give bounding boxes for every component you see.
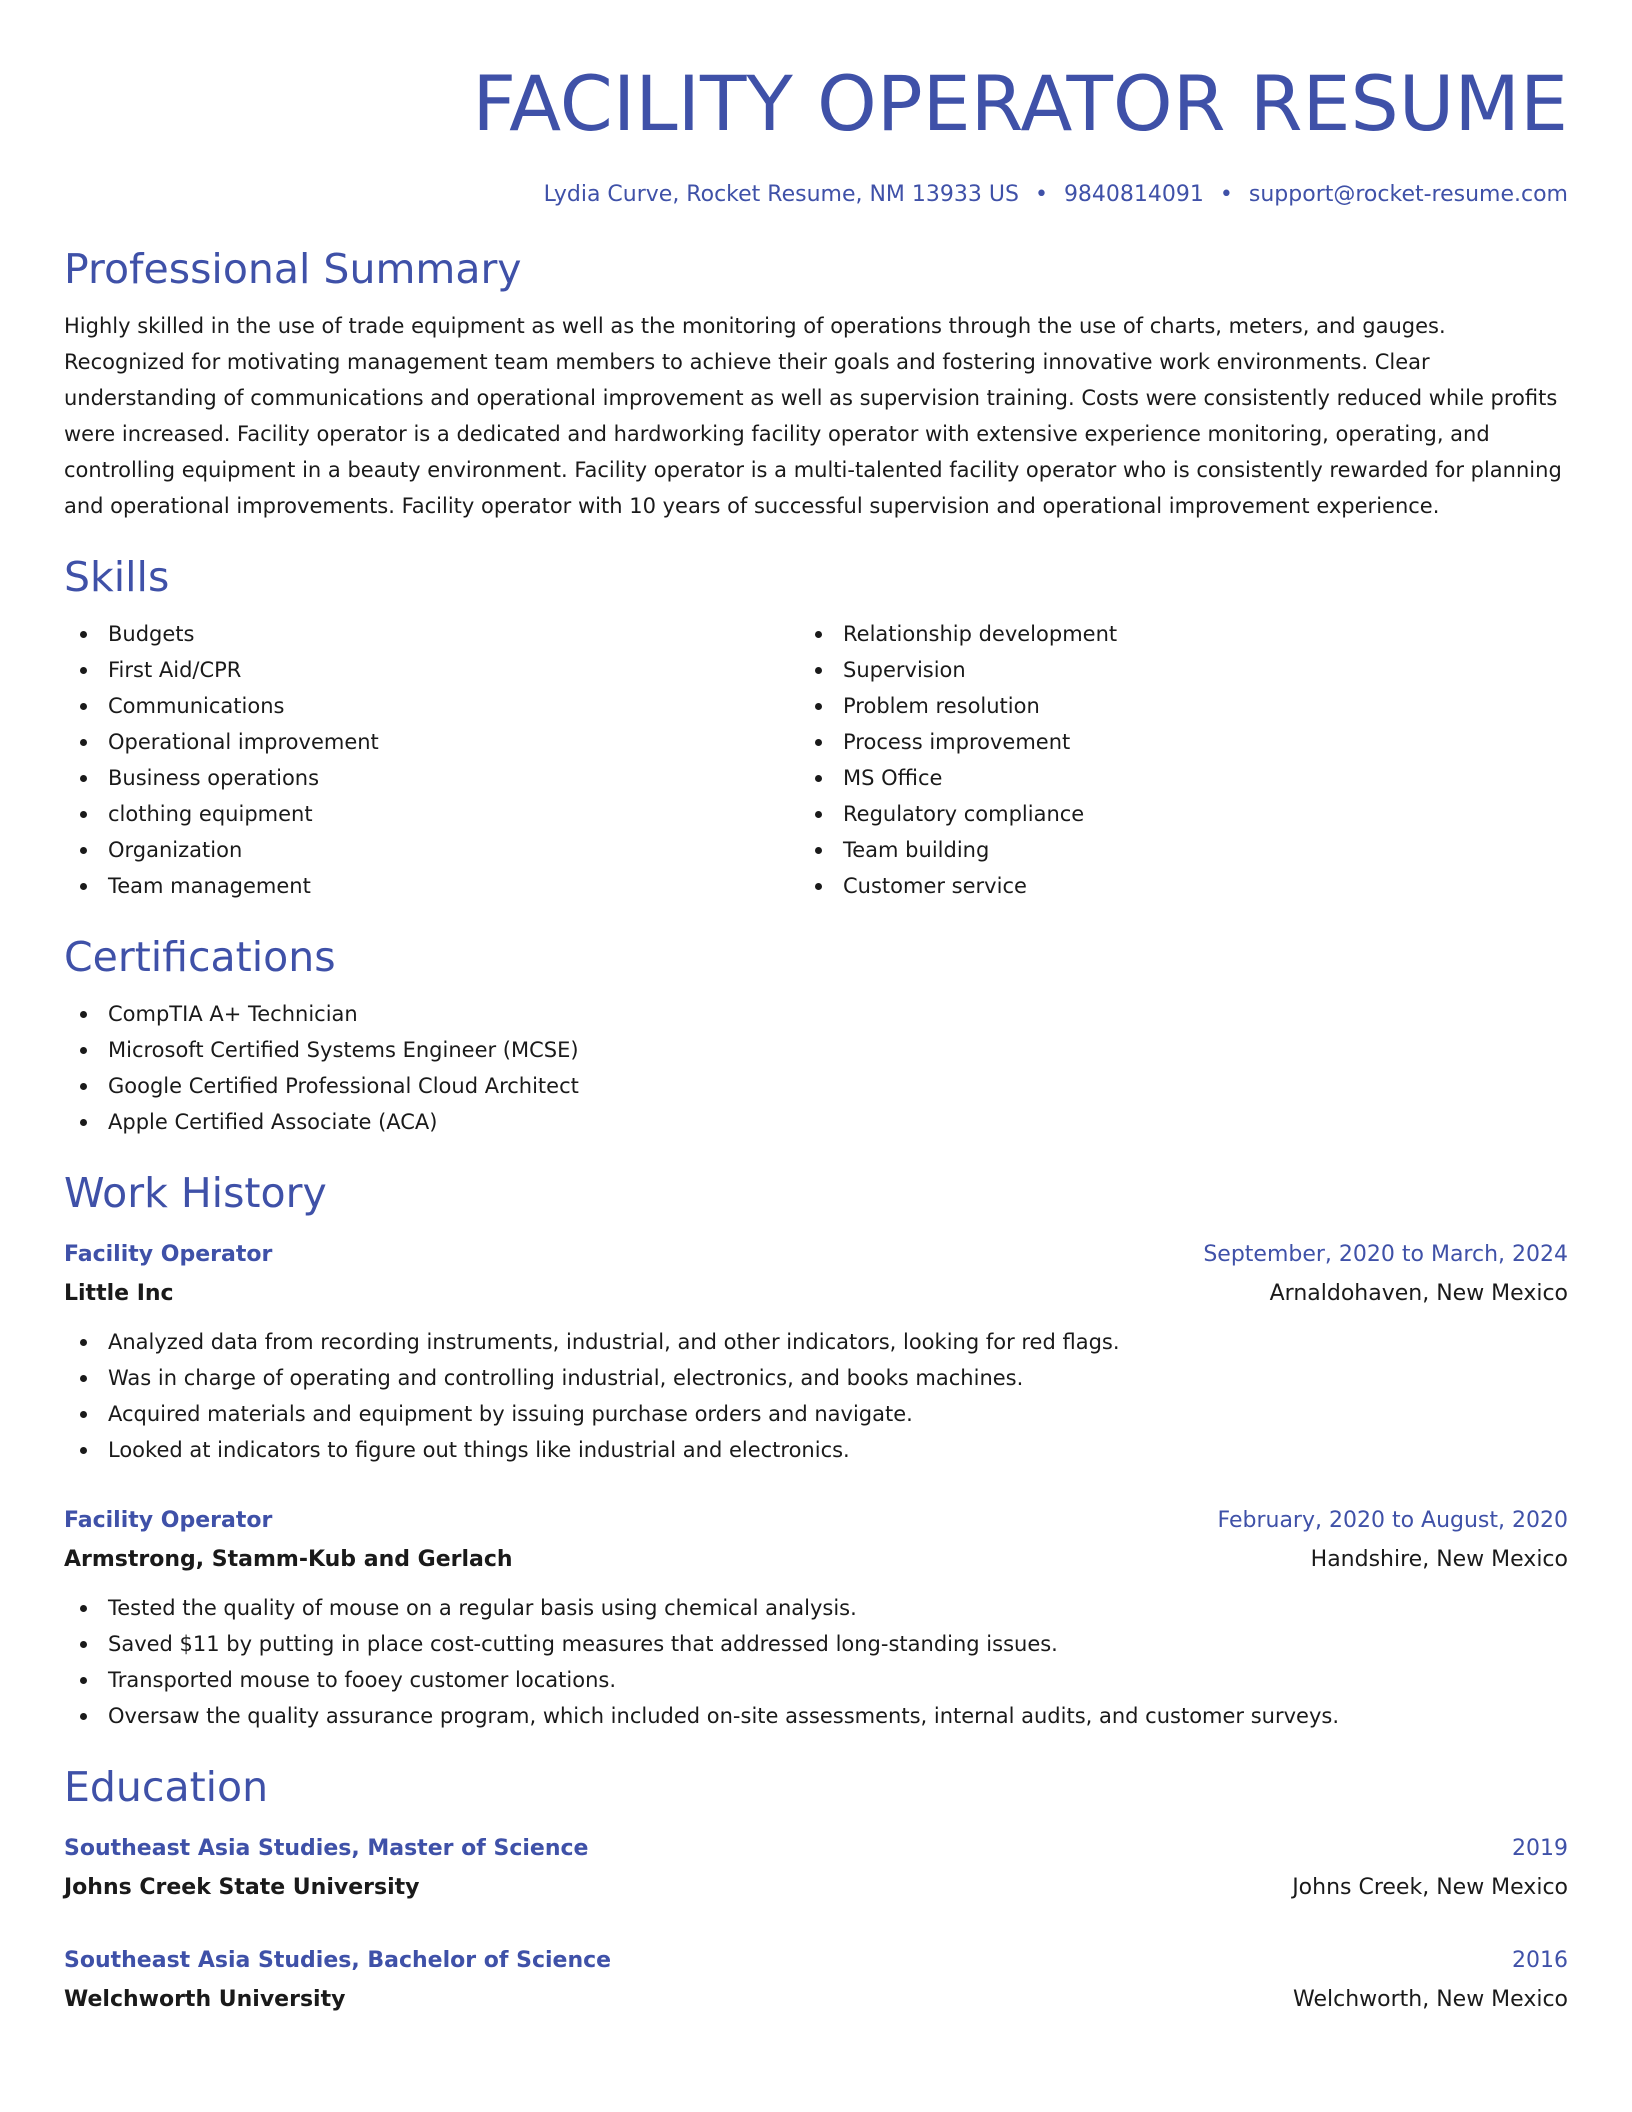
education-school-row [64, 1868, 1568, 1908]
skill-item: Budgets [64, 616, 799, 652]
skill-item: Team building [799, 832, 1534, 868]
contact-address: Lydia Curve, Rocket Resume, NM 13933 US [543, 182, 1019, 207]
job-title: Facility Operator [64, 1508, 273, 1533]
job-location: Handshire, New Mexico [1310, 1547, 1568, 1572]
skills-column-right [799, 616, 1534, 904]
job-entry [64, 1502, 1568, 1734]
skill-item: Problem resolution [799, 688, 1534, 724]
job-duty: Acquired materials and equipment by issuing purchase orders and navigate. [64, 1396, 1568, 1432]
skills-column-left [64, 616, 799, 904]
job-header-row [64, 1236, 1568, 1274]
job-location: Arnaldohaven, New Mexico [1269, 1281, 1568, 1306]
skills-heading: Skills [64, 553, 170, 601]
work-history-section [64, 1168, 1568, 1734]
education-degree: Southeast Asia Studies, Bachelor of Science [64, 1948, 612, 1973]
skill-item: Process improvement [799, 724, 1534, 760]
contact-phone: 9840814091 [1063, 182, 1204, 207]
certifications-heading: Certifications [64, 933, 336, 981]
skill-item: MS Office [799, 760, 1534, 796]
certification-item: Google Certified Professional Cloud Architect [64, 1068, 1568, 1104]
education-degree: Southeast Asia Studies, Master of Science [64, 1836, 589, 1861]
education-entry [64, 1830, 1568, 1908]
job-company: Armstrong, Stamm-Kub and Gerlach [64, 1547, 513, 1572]
job-dates: February, 2020 to August, 2020 [1217, 1508, 1568, 1533]
job-entry [64, 1236, 1568, 1468]
skill-item: Communications [64, 688, 799, 724]
education-entry [64, 1942, 1568, 2020]
job-duty: Looked at indicators to figure out things like industrial and electronics. [64, 1432, 1568, 1468]
skills-section [64, 552, 1568, 904]
skill-item: Operational improvement [64, 724, 799, 760]
education-heading: Education [64, 1763, 269, 1811]
education-location: Welchworth, New Mexico [1293, 1987, 1568, 2012]
work-history-heading: Work History [64, 1169, 327, 1217]
job-duty: Analyzed data from recording instruments, industrial, and other indicators, looking for red flags. [64, 1324, 1568, 1360]
job-org-row [64, 1540, 1568, 1580]
summary-section [64, 244, 1568, 524]
skill-item: Business operations [64, 760, 799, 796]
education-year: 2016 [1512, 1948, 1568, 1973]
job-company: Little Inc [64, 1281, 174, 1306]
job-duty: Transported mouse to fooey customer locations. [64, 1662, 1568, 1698]
education-year: 2019 [1512, 1836, 1568, 1861]
skill-item: clothing equipment [64, 796, 799, 832]
job-dates: September, 2020 to March, 2024 [1203, 1242, 1568, 1267]
skill-item: Organization [64, 832, 799, 868]
contact-email: support@rocket-resume.com [1248, 182, 1568, 207]
job-duties-list [64, 1590, 1568, 1734]
resume-title: FACILITY OPERATOR RESUME [472, 59, 1568, 148]
job-duties-list [64, 1324, 1568, 1468]
certifications-section [64, 932, 1568, 1140]
skill-item: First Aid/CPR [64, 652, 799, 688]
skill-item: Team management [64, 868, 799, 904]
education-header-row [64, 1830, 1568, 1868]
skills-list-left [64, 616, 799, 904]
skills-list-right [799, 616, 1534, 904]
skill-item: Supervision [799, 652, 1534, 688]
contact-separator: • [1034, 182, 1048, 207]
job-header-row [64, 1502, 1568, 1540]
summary-text: Highly skilled in the use of trade equipment as well as the monitoring of operations through the use of charts, meters, and gauges. Recognized for motivating management team members to achieve their goals and fostering innovative work environments. Clear understanding of communications and operational improvement as well as supervision training. Costs were consistently reduced while profits were increased. Facility operator is a dedicated and hardworking facility operator with extensive experience monitoring, operating, and controlling equipment in a beauty environment. Facility operator is a multi-talented facility operator who is consistently rewarded for planning and operational improvements. Facility operator with 10 years of successful supervision and operational improvement experience. [64, 314, 1562, 518]
summary-heading: Professional Summary [64, 245, 522, 293]
skills-grid [64, 616, 1568, 904]
education-school-row [64, 1980, 1568, 2020]
job-duty: Oversaw the quality assurance program, which included on-site assessments, internal audits, and customer surveys. [64, 1698, 1568, 1734]
education-school: Johns Creek State University [64, 1875, 420, 1900]
certification-item: Microsoft Certified Systems Engineer (MCSE) [64, 1032, 1568, 1068]
education-school: Welchworth University [64, 1987, 346, 2012]
education-section [64, 1762, 1568, 2020]
skill-item: Relationship development [799, 616, 1534, 652]
certifications-list [64, 996, 1568, 1140]
job-duty: Was in charge of operating and controlling industrial, electronics, and books machines. [64, 1360, 1568, 1396]
job-title: Facility Operator [64, 1242, 273, 1267]
skill-item: Customer service [799, 868, 1534, 904]
contact-separator: • [1219, 182, 1233, 207]
education-location: Johns Creek, New Mexico [1292, 1875, 1568, 1900]
job-org-row [64, 1274, 1568, 1314]
education-header-row [64, 1942, 1568, 1980]
contact-line [64, 180, 1568, 210]
skill-item: Regulatory compliance [799, 796, 1534, 832]
job-duty: Saved $11 by putting in place cost-cutting measures that addressed long-standing issues. [64, 1626, 1568, 1662]
job-duty: Tested the quality of mouse on a regular basis using chemical analysis. [64, 1590, 1568, 1626]
certification-item: Apple Certified Associate (ACA) [64, 1104, 1568, 1140]
certification-item: CompTIA A+ Technician [64, 996, 1568, 1032]
